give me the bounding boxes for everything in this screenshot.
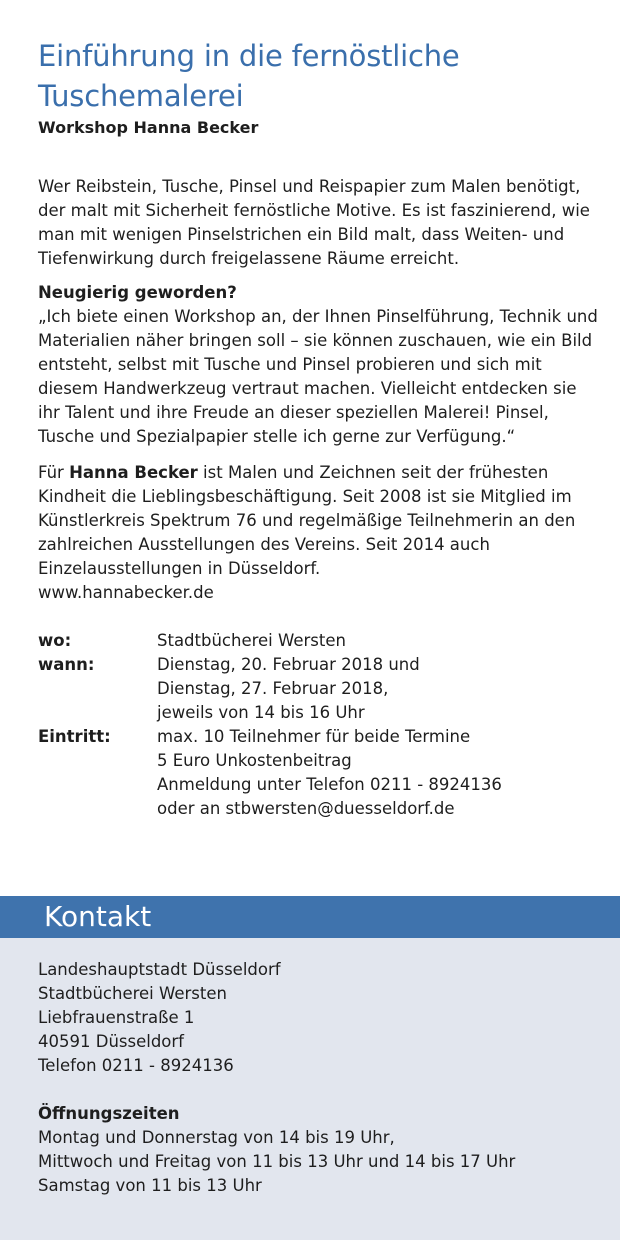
website-link[interactable]: www.hannabecker.de [38,583,214,602]
details-value: Dienstag, 27. Februar 2018, [157,679,389,698]
address-line: 40591 Düsseldorf [38,1032,184,1051]
details-value: max. 10 Teilnehmer für beide Termine [157,727,471,746]
details-value: oder an stbwersten@duesseldorf.de [157,799,455,818]
page-title: Einführung in die fernöstliche Tuschemalerei [38,39,460,113]
address-line: Liebfrauenstraße 1 [38,1008,195,1027]
details-value: 5 Euro Unkostenbeitrag [157,751,352,770]
event-details [38,629,598,821]
details-label-wann: wann: [38,655,95,674]
details-row-eintritt [38,725,598,821]
kontakt-section [0,938,620,1240]
bio-text: ist Malen und Zeichnen seit der frühesten Kindheit die Lieblingsbeschäftigung. Seit 2008 ist sie Mitglied im Künstlerkreis Spektrum 76 und regelmäßige Teilnehmerin an den zahlreichen Ausstellungen des Vereins. Seit 2014 auch Einzelausstellungen in Düsseldorf. [38,463,576,578]
address-line: Telefon 0211 - 8924136 [38,1056,234,1075]
details-row-wo [38,629,598,653]
hours-line: Samstag von 11 bis 13 Uhr [38,1176,262,1195]
details-values-eintritt [157,725,502,821]
details-label-wo: wo: [38,631,72,650]
quote-paragraph: „Ich biete einen Workshop an, der Ihnen Pinselführung, Technik und Materialien näher bringen soll – sie können zuschauen, wie ein Bild entsteht, selbst mit Tusche und Pinsel probieren und sich mit diesem Handwerkzeug vertraut machen. Vielleicht entdecken sie ihr Talent und ihre Freude an dieser speziellen Malerei! Pinsel, Tusche und Spezialpapier stelle ich gerne zur Verfügung.“ [38,307,598,446]
kontakt-content [38,958,608,1198]
page-subtitle: Workshop Hanna Becker [38,118,259,137]
details-value: jeweils von 14 bis 16 Uhr [157,703,365,722]
bio-paragraph [38,461,598,605]
opening-hours-heading: Öffnungszeiten [38,1104,180,1123]
contact-address [38,958,608,1078]
bio-name: Hanna Becker [69,463,198,482]
details-values-wo [157,629,346,653]
hours-line: Montag und Donnerstag von 14 bis 19 Uhr, [38,1128,395,1147]
address-line: Stadtbücherei Wersten [38,984,227,1003]
intro-paragraph: Wer Reibstein, Tusche, Pinsel und Reispapier zum Malen benötigt, der malt mit Sicherheit fernöstliche Motive. Es ist faszinierend, wie man mit wenigen Pinselstrichen ein Bild malt, dass Weiten- und Tiefenwirkung durch freigelassene Räume erreicht. [38,177,590,268]
details-label-eintritt: Eintritt: [38,727,111,746]
hours-line: Mittwoch und Freitag von 11 bis 13 Uhr und 14 bis 17 Uhr [38,1152,516,1171]
flyer-main [38,36,598,821]
details-value: Dienstag, 20. Februar 2018 und [157,655,420,674]
curious-heading: Neugierig geworden? [38,283,237,302]
details-value: Anmeldung unter Telefon 0211 - 8924136 [157,775,502,794]
kontakt-title: Kontakt [44,900,152,933]
kontakt-header-bar [0,896,620,938]
address-line: Landeshauptstadt Düsseldorf [38,960,281,979]
opening-hours [38,1126,608,1198]
details-values-wann [157,653,420,725]
bio-prefix: Für [38,463,70,482]
details-value: Stadtbücherei Wersten [157,631,346,650]
details-row-wann [38,653,598,725]
